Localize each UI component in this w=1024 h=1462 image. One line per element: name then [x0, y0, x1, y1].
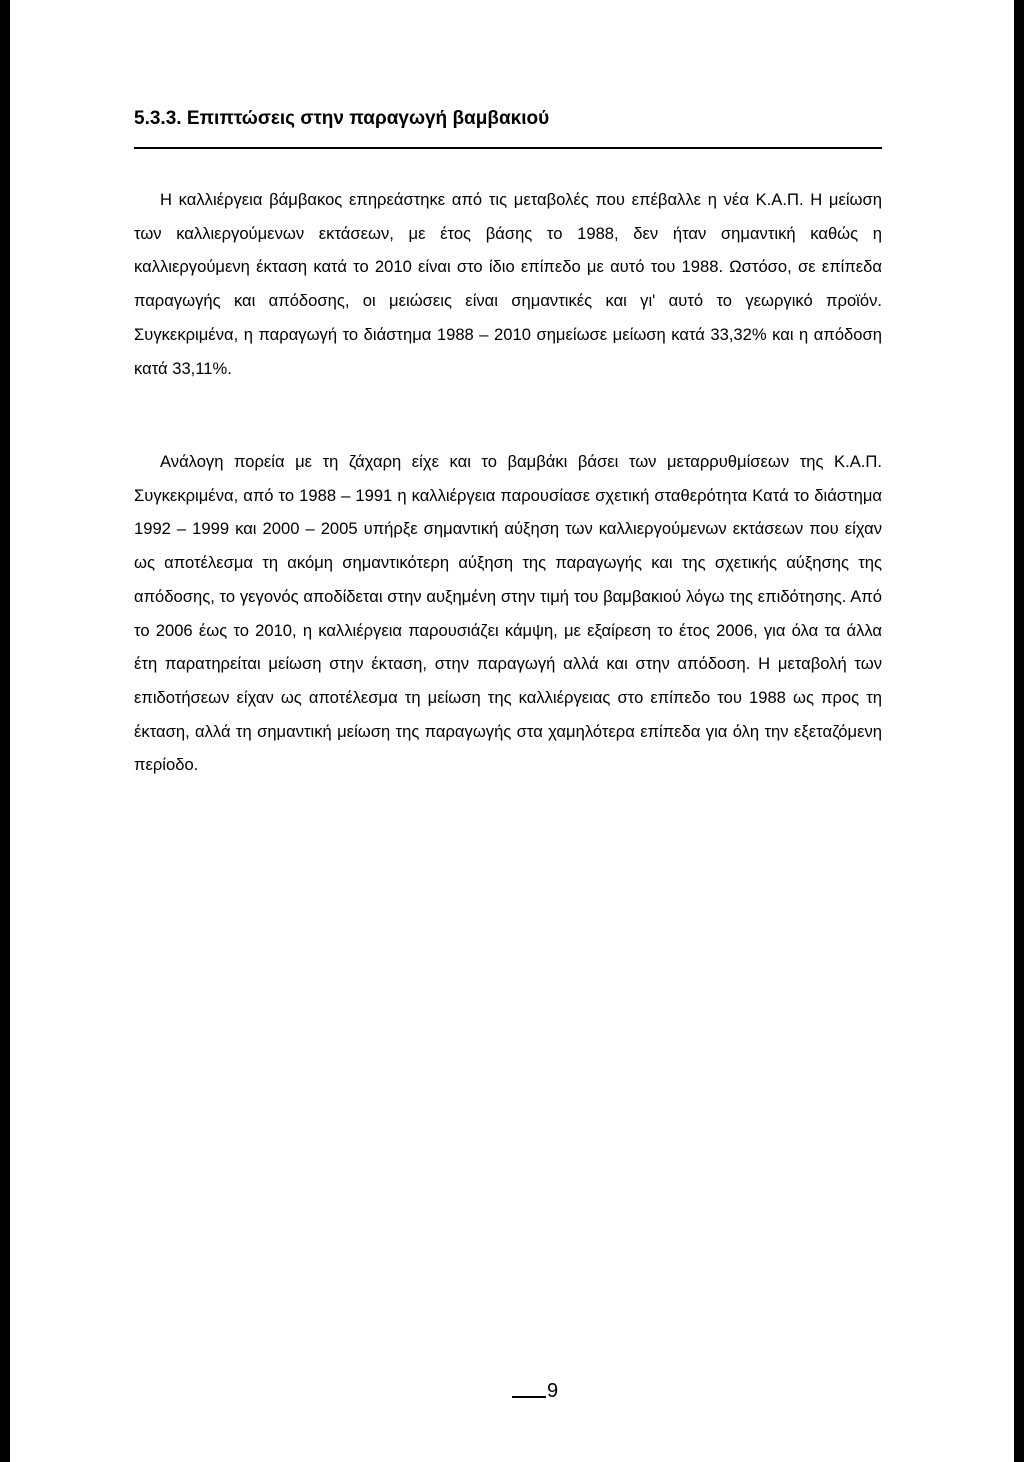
page-number [512, 1370, 572, 1420]
document-sheet [10, 0, 1014, 1462]
page-number-text: 9 [547, 1380, 559, 1402]
heading-underline [134, 147, 882, 149]
section-heading: 5.3.3. Επιπτώσεις στην παραγωγή βαμβακιού [134, 108, 550, 129]
page-number-rule [512, 1396, 546, 1398]
body-paragraph-2: Ανάλογη πορεία με τη ζάχαρη είχε και το βαμβάκι βάσει των μεταρρυθμίσεων της Κ.Α.Π. Συγκεκριμένα, από το 1988 – 1991 η καλλιέργεια παρουσίασε σχετική σταθερότητα Κατά το διάστημα 1992 – 1999 και 2000 – 2005 υπήρξε σημαντική αύξηση των καλλιεργούμενων εκτάσεων που είχαν ως αποτέλεσμα τη ακόμη σημαντικότερη αύξηση της παραγωγής και της σχετικής αύξησης της απόδοσης, το γεγονός αποδίδεται στην αυξημένη στην τιμή του βαμβακιού λόγω της επιδότησης. Από το 2006 έως το 2010, η καλλιέργεια παρουσιάζει κάμψη, με εξαίρεση το έτος 2006, για όλα τα άλλα έτη παρατηρείται μείωση στην έκταση, στην παραγωγή αλλά και στην απόδοση. Η μεταβολή των επιδοτήσεων είχαν ως αποτέλεσμα τη μείωση της καλλιέργειας στο επίπεδο του 1988 ως προς τη έκταση, αλλά τη σημαντική μείωση της παραγωγής στα χαμηλότερα επίπεδα για όλη την εξεταζόμενη περίοδο. [134, 452, 882, 775]
body-paragraph-1: Η καλλιέργεια βάμβακος επηρεάστηκε από τις μεταβολές που επέβαλλε η νέα Κ.Α.Π. Η μείωση των καλλιεργούμενων εκτάσεων, με έτος βάσης το 1988, δεν ήταν σημαντική καθώς η καλλιεργούμενη έκταση κατά το 2010 είναι στο ίδιο επίπεδο με αυτό του 1988. Ωστόσο, σε επίπεδα παραγωγής και απόδοσης, οι μειώσεις είναι σημαντικές και γι' αυτό το γεωργικό προϊόν. Συγκεκριμένα, η παραγωγή το διάστημα 1988 – 2010 σημείωσε μείωση κατά 33,32% και η απόδοση κατά 33,11%. [134, 190, 882, 378]
